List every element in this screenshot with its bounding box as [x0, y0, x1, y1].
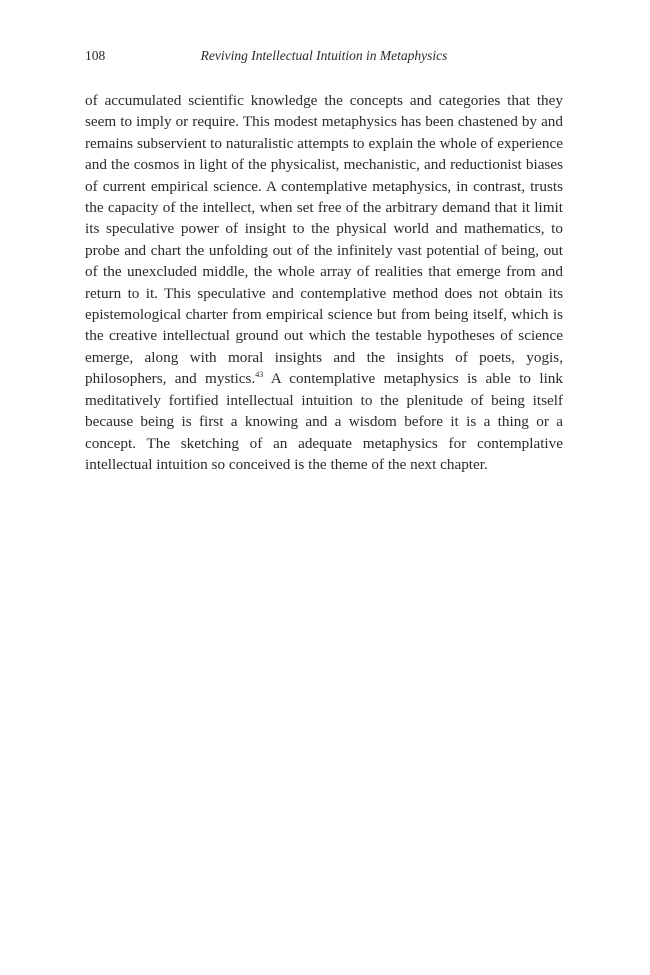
paragraph-text-after-note: A contemplative metaphysics is able to link meditatively fortified intellectual intuition to the plenitude of being itself because being is first a knowing and a wisdom before it is a thing or a concept. The sketching of an adequate metaphysics for contemplative intellectual intuition so conceived is the theme of the next chapter.	[85, 370, 563, 473]
running-title: Reviving Intellectual Intuition in Metaphysics	[200, 48, 448, 63]
paragraph-text-before-note: of accumulated scientific knowledge the concepts and categories that they seem to imply or require. This modest metaphysics has been chastened by and remains subservient to naturalistic attempts to explain the whole of experience and the cosmos in light of the physicalist, mechanistic, and reductionist biases of current empirical science. A contemplative metaphysics, in contrast, trusts the capacity of the intellect, when set free of the arbitrary demand that it limit its speculative power of insight to the physical world and mathematics, to probe and chart the unfolding out of the infinitely vast potential of being, out of the unexcluded middle, the whole array of realities that emerge from and return to it. This speculative and contemplative method does not obtain its epistemological charter from empirical science but from being itself, which is the creative intellectual ground out which the testable hypotheses of science emerge, along with moral insights and the insights of poets, yogis, philosophers, and mystics.	[85, 92, 563, 388]
footnote-reference[interactable]: 43	[255, 370, 264, 380]
page-number: 108	[85, 48, 106, 63]
body-paragraph	[85, 90, 563, 475]
running-header	[85, 46, 563, 66]
